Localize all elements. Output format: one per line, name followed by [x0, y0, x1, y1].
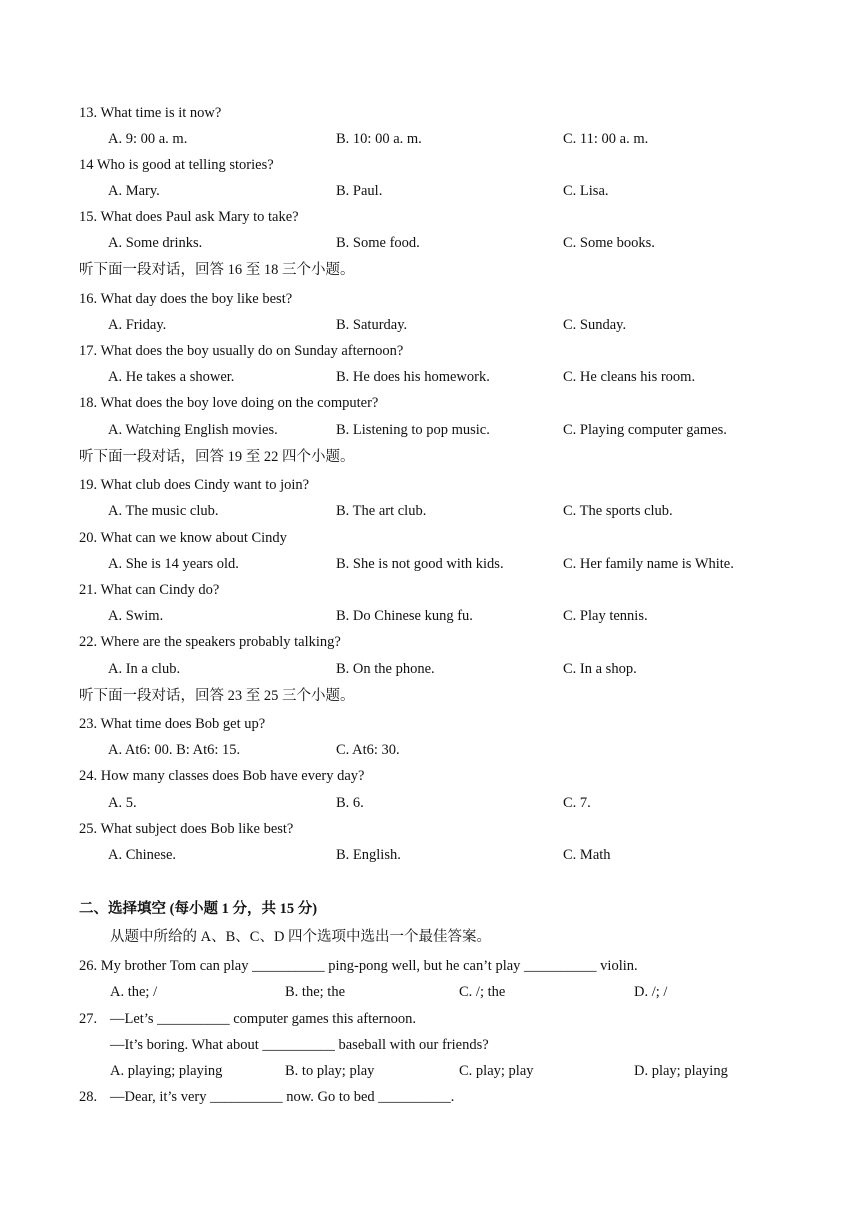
- option-a: A. Swim.: [108, 608, 164, 624]
- options-17: [0, 366, 860, 388]
- question-text: 21. What can Cindy do?: [79, 582, 220, 598]
- option-c: C. 11: 00 a. m.: [563, 131, 649, 147]
- question-13: [0, 102, 860, 124]
- option-b: B. Some food.: [336, 235, 420, 251]
- option-b: B. 6.: [336, 795, 364, 811]
- instruction-text: 从题中所给的 A、B、C、D 四个选项中选出一个最佳答案。: [110, 929, 492, 945]
- options-16: [0, 314, 860, 336]
- options-19: [0, 500, 860, 522]
- option-a-b: A. At6: 00. B: At6: 15.: [108, 742, 241, 758]
- question-text: 13. What time is it now?: [79, 105, 222, 121]
- instruction-text: 听下面一段对话，回答 16 至 18 三个小题。: [79, 262, 355, 278]
- question-21: [0, 579, 860, 601]
- question-text: 17. What does the boy usually do on Sunday afternoon?: [79, 343, 404, 359]
- options-21: [0, 605, 860, 627]
- option-b: B. Saturday.: [336, 317, 408, 333]
- question-26: [0, 955, 860, 977]
- option-b: B. English.: [336, 847, 401, 863]
- options-14: [0, 180, 860, 202]
- options-25: [0, 844, 860, 866]
- question-text: 16. What day does the boy like best?: [79, 291, 293, 307]
- option-b: B. to play; play: [285, 1063, 375, 1079]
- option-a: A. the; /: [110, 984, 158, 1000]
- question-23: [0, 713, 860, 735]
- option-b: B. 10: 00 a. m.: [336, 131, 422, 147]
- question-text: 23. What time does Bob get up?: [79, 716, 266, 732]
- option-b: B. The art club.: [336, 503, 427, 519]
- question-22: [0, 631, 860, 653]
- option-a: A. 9: 00 a. m.: [108, 131, 188, 147]
- options-13: [0, 128, 860, 150]
- question-15: [0, 206, 860, 228]
- section-2-heading: [0, 898, 860, 920]
- option-c: C. 7.: [563, 795, 591, 811]
- question-number: 28.: [79, 1089, 98, 1105]
- option-b: B. He does his homework.: [336, 369, 490, 385]
- options-18: [0, 419, 860, 441]
- section-2-instruction: [0, 926, 860, 948]
- question-text: 19. What club does Cindy want to join?: [79, 477, 310, 493]
- question-24: [0, 765, 860, 787]
- option-a: A. Some drinks.: [108, 235, 203, 251]
- option-d: D. /; /: [634, 984, 668, 1000]
- question-text: 18. What does the boy love doing on the computer?: [79, 395, 379, 411]
- option-c: C. He cleans his room.: [563, 369, 696, 385]
- options-27: [0, 1060, 860, 1082]
- question-27-line-2: [0, 1034, 860, 1056]
- option-d: D. play; playing: [634, 1063, 728, 1079]
- option-c: C. Some books.: [563, 235, 655, 251]
- question-18: [0, 392, 860, 414]
- option-a: A. Mary.: [108, 183, 160, 199]
- option-b: B. the; the: [285, 984, 346, 1000]
- question-27: [0, 1008, 860, 1030]
- option-b: B. Do Chinese kung fu.: [336, 608, 473, 624]
- option-c: C. Playing computer games.: [563, 422, 727, 438]
- option-a: A. The music club.: [108, 503, 219, 519]
- question-text: 20. What can we know about Cindy: [79, 530, 287, 546]
- option-a: A. In a club.: [108, 661, 181, 677]
- question-text: 26. My brother Tom can play __________ ping-pong well, but he can’t play __________ violin.: [79, 958, 638, 974]
- options-20: [0, 553, 860, 575]
- option-c: C. At6: 30.: [336, 742, 400, 758]
- option-b: B. She is not good with kids.: [336, 556, 504, 572]
- dialogue-line-1: —Dear, it’s very __________ now. Go to bed __________.: [110, 1089, 455, 1105]
- option-c: C. play; play: [459, 1063, 534, 1079]
- option-a: A. playing; playing: [110, 1063, 223, 1079]
- instruction-16-18: [0, 259, 860, 281]
- option-b: B. Listening to pop music.: [336, 422, 490, 438]
- options-15: [0, 232, 860, 254]
- question-28: [0, 1086, 860, 1108]
- instruction-23-25: [0, 685, 860, 707]
- section-title: 二、选择填空 (每小题 1 分，共 15 分): [79, 901, 318, 917]
- option-c: C. Lisa.: [563, 183, 609, 199]
- option-a: A. 5.: [108, 795, 137, 811]
- dialogue-line-1: —Let’s __________ computer games this afternoon.: [110, 1011, 417, 1027]
- option-c: C. Play tennis.: [563, 608, 648, 624]
- question-19: [0, 474, 860, 496]
- question-text: 22. Where are the speakers probably talking?: [79, 634, 341, 650]
- option-a: A. Watching English movies.: [108, 422, 278, 438]
- option-c: C. In a shop.: [563, 661, 637, 677]
- instruction-text: 听下面一段对话，回答 19 至 22 四个小题。: [79, 449, 355, 465]
- option-c: C. Math: [563, 847, 611, 863]
- option-c: C. Her family name is White.: [563, 556, 734, 572]
- question-20: [0, 527, 860, 549]
- option-b: B. Paul.: [336, 183, 383, 199]
- question-text: 25. What subject does Bob like best?: [79, 821, 294, 837]
- option-a: A. Friday.: [108, 317, 167, 333]
- options-26: [0, 981, 860, 1003]
- question-text: 24. How many classes does Bob have every day?: [79, 768, 365, 784]
- options-22: [0, 658, 860, 680]
- question-text: 14 Who is good at telling stories?: [79, 157, 274, 173]
- options-23: [0, 739, 860, 761]
- question-16: [0, 288, 860, 310]
- option-a: A. Chinese.: [108, 847, 177, 863]
- dialogue-line-2: —It’s boring. What about __________ baseball with our friends?: [110, 1037, 489, 1053]
- instruction-19-22: [0, 446, 860, 468]
- question-25: [0, 818, 860, 840]
- instruction-text: 听下面一段对话，回答 23 至 25 三个小题。: [79, 688, 355, 704]
- question-number: 27.: [79, 1011, 98, 1027]
- option-c: C. Sunday.: [563, 317, 627, 333]
- question-14: [0, 154, 860, 176]
- option-a: A. She is 14 years old.: [108, 556, 239, 572]
- question-text: 15. What does Paul ask Mary to take?: [79, 209, 299, 225]
- option-b: B. On the phone.: [336, 661, 435, 677]
- options-24: [0, 792, 860, 814]
- option-c: C. The sports club.: [563, 503, 673, 519]
- option-a: A. He takes a shower.: [108, 369, 235, 385]
- option-c: C. /; the: [459, 984, 506, 1000]
- question-17: [0, 340, 860, 362]
